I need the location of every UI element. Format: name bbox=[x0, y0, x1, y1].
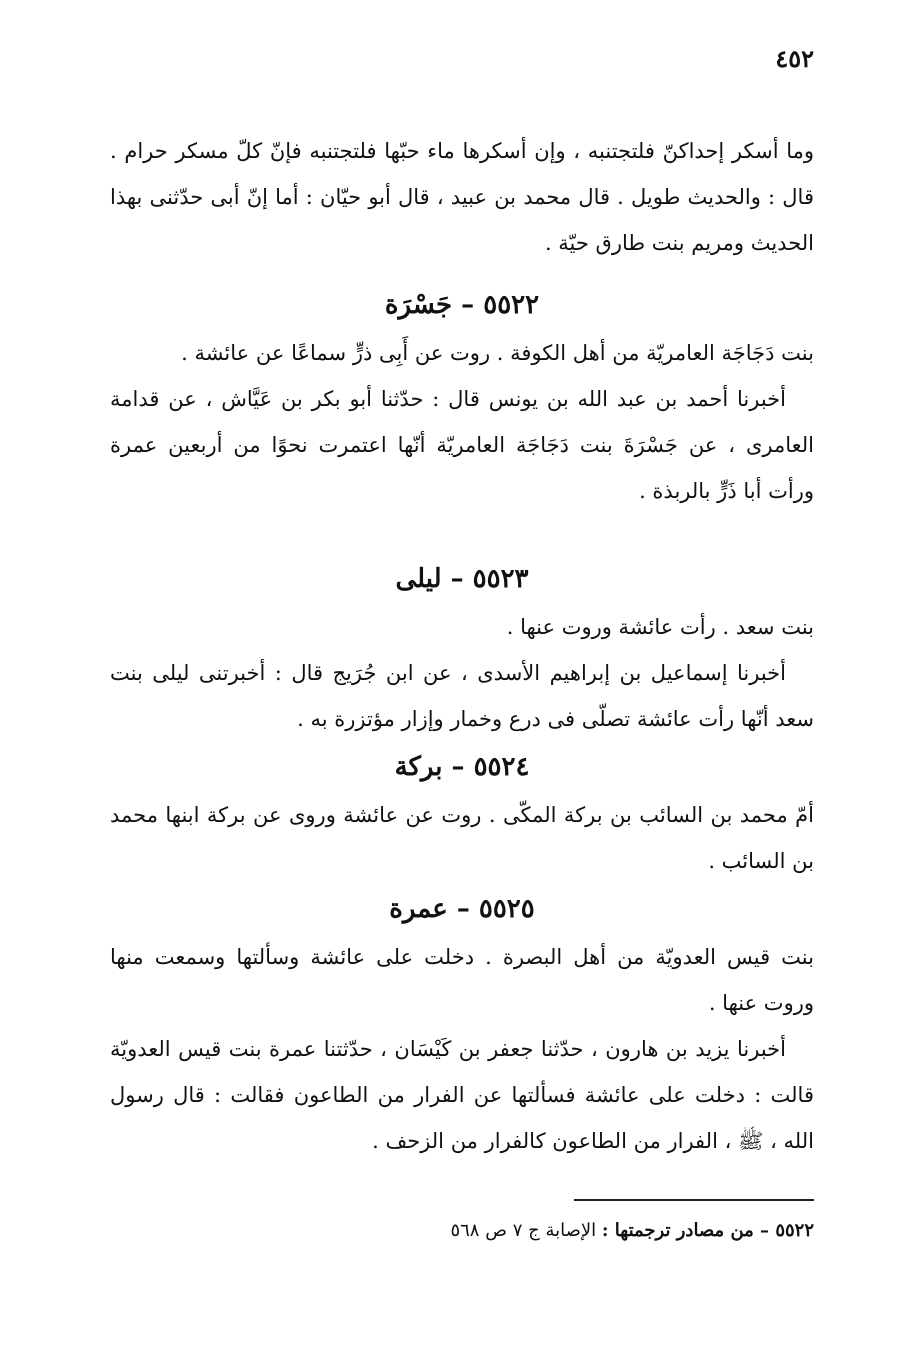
entry-5523 bbox=[110, 554, 814, 742]
page-number: ٤٥٢ bbox=[775, 44, 814, 73]
entry-5525 bbox=[110, 884, 814, 1164]
main-text bbox=[110, 128, 814, 1164]
footnote bbox=[110, 1216, 814, 1246]
entry-paragraph: بنت قيس العدويّة من أهل البصرة . دخلت على عائشة وسألتها وسمعت منها وروت عنها . bbox=[110, 945, 814, 1015]
footnote-text: الإصابة ج ٧ ص ٥٦٨ bbox=[450, 1220, 597, 1241]
entry-paragraph: بنت سعد . رأت عائشة وروت عنها . bbox=[506, 615, 814, 639]
entry-heading: ٥٥٢٤ – بركة bbox=[394, 752, 530, 782]
footnote-head: ٥٥٢٢ – من مصادر ترجمتها : bbox=[601, 1220, 814, 1241]
entry-paragraph: أخبرنا أحمد بن عبد الله بن يونس قال : حدّثنا أبو بكر بن عَيَّاش ، عن قدامة العامرى ، عن جَسْرَةَ بنت دَجَاجَة العامريّة أنّها اعتمرت نحوًا من أربعين عمرة ورأت أبا ذَرٍّ بالربذة . bbox=[110, 387, 814, 503]
entry-paragraph: بنت دَجَاجَة العامريّة من أهل الكوفة . روت عن أَبِى ذرٍّ سماعًا عن عائشة . bbox=[181, 341, 814, 365]
footnote-divider bbox=[574, 1199, 814, 1201]
entry-5522 bbox=[110, 280, 814, 514]
entry-heading: ٥٥٢٣ – ليلى bbox=[395, 564, 529, 594]
entry-paragraph: أخبرنا إسماعيل بن إبراهيم الأسدى ، عن ابن جُرَيج قال : أخبرتنى ليلى بنت سعد أنّها رأت عائشة تصلّى فى درع وخمار وإزار مؤتزرة به . bbox=[110, 661, 814, 731]
entry-paragraph: أخبرنا يزيد بن هارون ، حدّثنا جعفر بن كَيْسَان ، حدّثتنا عمرة بنت قيس العدويّة قالت : دخلت على عائشة فسألتها عن الفرار من الطاعون فقالت : قال رسول الله ، ﷺ ، الفرار من الطاعون كالفرار من الزحف . bbox=[110, 1037, 814, 1153]
entry-heading: ٥٥٢٢ – جَسْرَة bbox=[384, 290, 540, 320]
entry-5524 bbox=[110, 742, 814, 884]
entry-heading: ٥٥٢٥ – عمرة bbox=[389, 894, 535, 924]
entry-paragraph: أمّ محمد بن السائب بن بركة المكّى . روت عن عائشة وروى عن بركة ابنها محمد بن السائب . bbox=[110, 803, 814, 873]
intro-paragraph: وما أسكر إحداكنّ فلتجتنبه ، وإن أسكرها ماء حبّها فلتجتنبه فإنّ كلّ مسكر حرام . قال : والحديث طويل . قال محمد بن عبيد ، قال أبو حيّان : أما إنّ أبى حدّثنى بهذا الحديث ومريم بنت طارق حيّة . bbox=[110, 139, 814, 255]
